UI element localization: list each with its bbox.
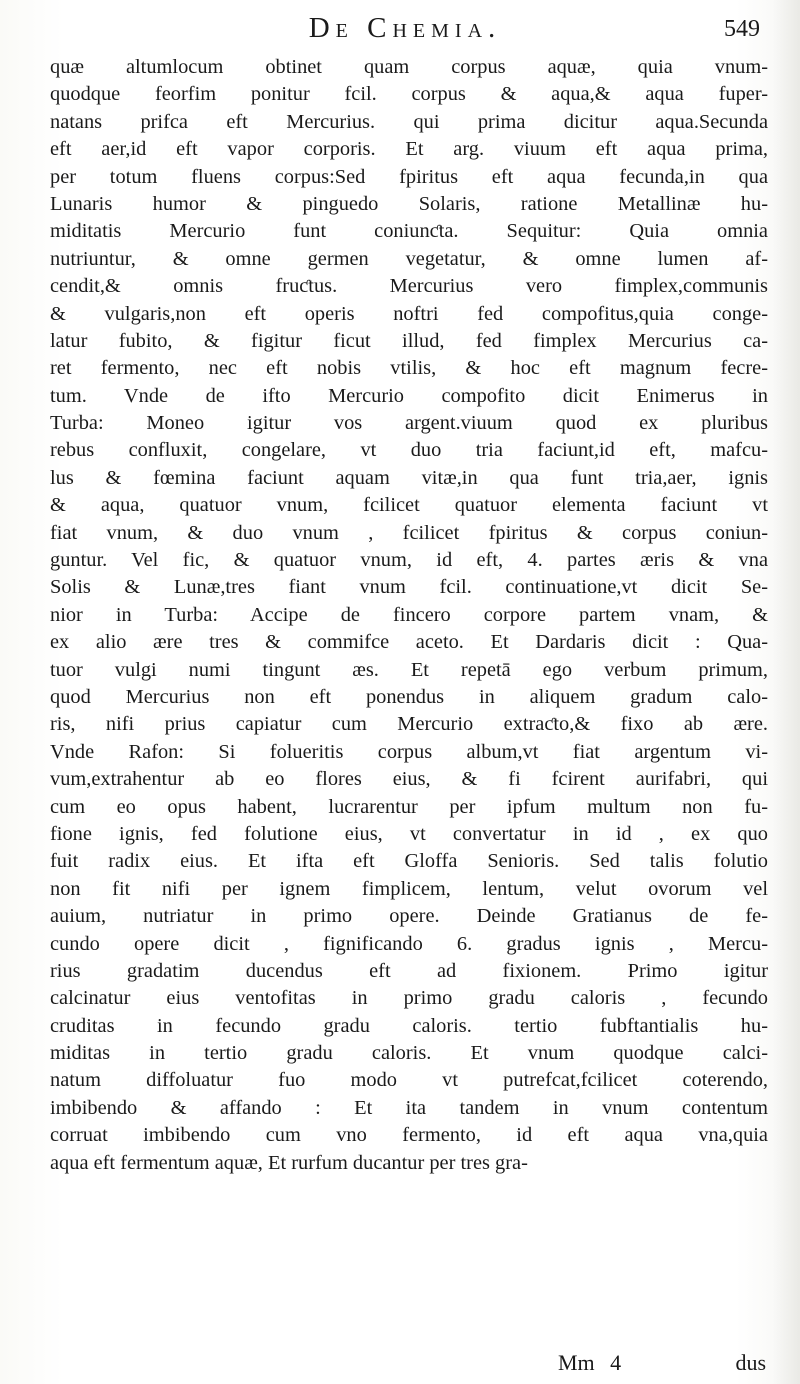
text-line: nior in Turba: Accipe de fincero corpore partem vnam, & (50, 603, 768, 626)
text-line: ret fermento, nec eft nobis vtilis, & hoc eft magnum fecre- (50, 357, 768, 380)
page-number: 549 (724, 16, 760, 42)
running-title: De Chemia. (308, 12, 502, 44)
text-line: cruditas in fecundo gradu caloris. tertio fubftantialis hu- (50, 1014, 768, 1037)
text-line: rius gradatim ducendus eft ad fixionem. Primo igitur (50, 959, 768, 982)
text-line: latur fubito, & figitur ficut illud, fed fimplex Mercurius ca- (50, 329, 768, 352)
page-footer (50, 1350, 768, 1380)
text-line: nutriuntur, & omne germen vegetatur, & omne lumen af- (50, 247, 768, 270)
text-line: ris, nifi prius capiatur cum Mercurio extraƈto,& fixo ab ære. (50, 713, 768, 736)
text-line: miditas in tertio gradu caloris. Et vnum quodque calci- (50, 1042, 768, 1065)
text-line: Solis & Lunæ,tres fiant vnum fcil. continuatione,vt dicit Se- (50, 576, 768, 599)
text-line: calcinatur eius ventofitas in primo gradu caloris , fecundo (50, 987, 768, 1010)
text-line: cundo opere dicit , fignificando 6. gradus ignis , Mercu- (50, 932, 768, 955)
body-text (50, 54, 768, 1177)
text-line: & aqua, quatuor vnum, fcilicet quatuor elementa faciunt vt (50, 494, 768, 517)
text-line: & vulgaris,non eft operis noftri fed compofitus,quia conge- (50, 302, 768, 325)
text-line: lus & fœmina faciunt aquam vitæ,in qua funt tria,aer, ignis (50, 466, 768, 489)
text-line: natum diffoluatur fuo modo vt putrefcat,fcilicet coterendo, (50, 1069, 768, 1092)
text-line: quodque feorfim ponitur fcil. corpus & aqua,& aqua fuper- (50, 83, 768, 106)
text-line: vum,extrahentur ab eo flores eius, & fi fcirent aurifabri, qui (50, 768, 768, 791)
text-line: auium, nutriatur in primo opere. Deinde Gratianus de fe- (50, 905, 768, 928)
text-line: Vnde Rafon: Si folueritis corpus album,vt fiat argentum vi- (50, 740, 768, 763)
text-line: Turba: Moneo igitur vos argent.viuum quod ex pluribus (50, 412, 768, 435)
text-line: eft aer,id eft vapor corporis. Et arg. viuum eft aqua prima, (50, 138, 768, 161)
text-line: aqua eft fermentum aquæ, Et rurfum ducantur per tres gra- (50, 1151, 528, 1174)
text-line: fione ignis, fed folutione eius, vt convertatur in id , ex quo (50, 822, 768, 845)
text-line: cum eo opus habent, lucrarentur per ipfum multum non fu- (50, 795, 768, 818)
text-line: cendit,& omnis fruƈtus. Mercurius vero fimplex,communis (50, 275, 768, 298)
text-line: rebus confluxit, congelare, vt duo tria faciunt,id eft, mafcu- (50, 439, 768, 462)
page-header (50, 12, 760, 56)
text-line: quod Mercurius non eft ponendus in aliquem gradum calo- (50, 685, 768, 708)
text-line: non fit nifi per ignem fimplicem, lentum, velut ovorum vel (50, 877, 768, 900)
text-line: guntur. Vel fic, & quatuor vnum, id eft, 4. partes æris & vna (50, 549, 768, 572)
text-line: fuit radix eius. Et ifta eft Gloffa Senioris. Sed talis folutio (50, 850, 768, 873)
signature-mark: Mm 4 (558, 1350, 622, 1375)
text-line: tum. Vnde de ifto Mercurio compofito dicit Enimerus in (50, 384, 768, 407)
text-line: Lunaris humor & pinguedo Solaris, ratione Metallinæ hu- (50, 192, 768, 215)
text-line: per totum fluens corpus:Sed fpiritus eft aqua fecunda,in qua (50, 165, 768, 188)
text-line: ex alio ære tres & commifce aceto. Et Dardaris dicit : Qua- (50, 631, 768, 654)
text-line: quæ altumlocum obtinet quam corpus aquæ, quia vnum- (50, 56, 768, 78)
text-line: fiat vnum, & duo vnum , fcilicet fpiritus & corpus coniun- (50, 521, 768, 544)
page-edge-shadow (772, 0, 800, 1384)
text-line: miditatis Mercurio funt coniunƈta. Sequitur: Quia omnia (50, 220, 768, 243)
text-line: corruat imbibendo cum vno fermento, id eft aqua vna,quia (50, 1124, 768, 1147)
text-line: imbibendo & affando : Et ita tandem in vnum contentum (50, 1096, 768, 1119)
text-line: tuor vulgi numi tingunt æs. Et repetā ego verbum primum, (50, 658, 768, 681)
catchword: dus (735, 1350, 766, 1375)
text-line: natans prifca eft Mercurius. qui prima dicitur aqua.Secunda (50, 110, 768, 133)
